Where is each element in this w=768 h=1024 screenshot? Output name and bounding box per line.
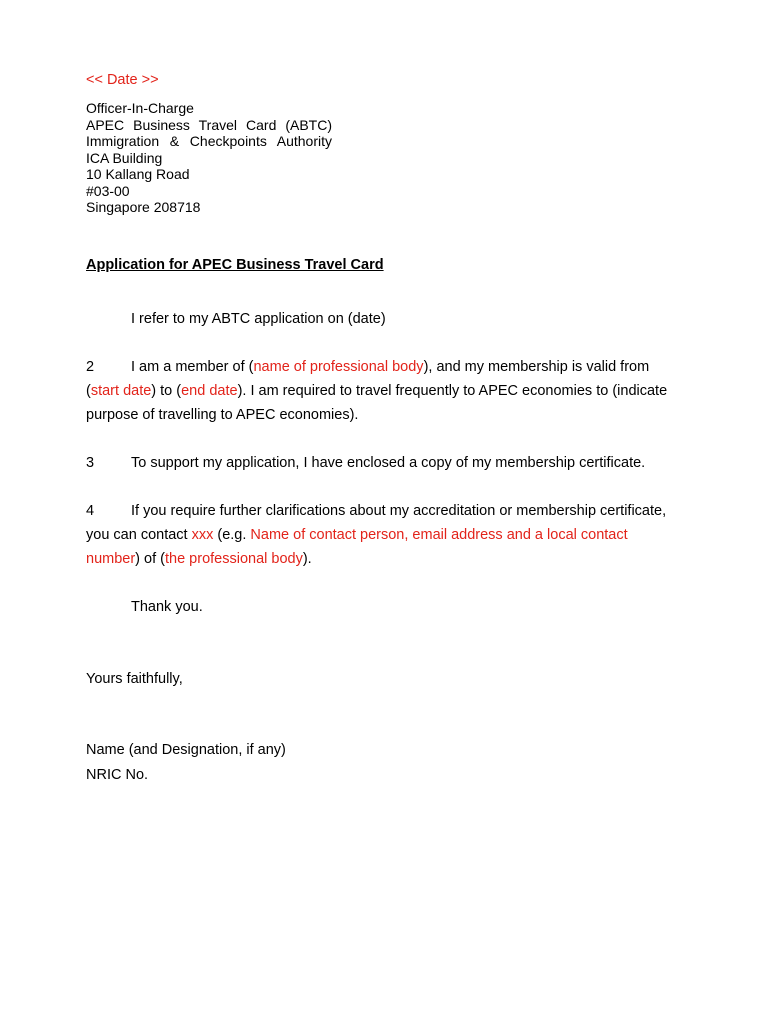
placeholder-contact-number: number xyxy=(86,551,136,567)
paragraph-4-text-5: ). xyxy=(302,551,312,567)
paragraph-3-text: To support my application, I have enclosed a copy of my membership certificate. xyxy=(131,455,646,471)
letter-subject: Application for APEC Business Travel Card xyxy=(86,257,384,273)
address-line-officer: Officer-In-Charge xyxy=(86,100,194,116)
paragraph-2-text-5: ). I am required to travel frequently to APEC economies to (indicate xyxy=(237,383,668,399)
paragraph-4-text-3: (e.g. xyxy=(213,527,251,543)
paragraph-3 xyxy=(86,451,698,475)
paragraph-2-text-1: I am a member of ( xyxy=(131,359,254,375)
paragraph-2-text-4: ) to ( xyxy=(151,383,182,399)
paragraph-2-number: 2 xyxy=(86,359,95,375)
placeholder-professional-body: name of professional body xyxy=(253,359,424,375)
paragraph-2-text-3: ( xyxy=(86,383,91,399)
signature-nric-line: NRIC No. xyxy=(86,767,149,783)
placeholder-contact-details: Name of contact person, email address and a local contact xyxy=(250,527,628,543)
date-placeholder: << Date >> xyxy=(86,72,159,88)
paragraph-2-text-2: ), and my membership is valid from xyxy=(423,359,650,375)
placeholder-contact-xxx: xxx xyxy=(191,527,214,543)
thanks-paragraph xyxy=(86,595,698,619)
address-line-unit: #03-00 xyxy=(86,182,130,199)
recipient-address xyxy=(86,100,332,216)
paragraph-4-text-4: ) of ( xyxy=(135,551,165,567)
address-line-street: 10 Kallang Road xyxy=(86,166,190,182)
placeholder-end-date: end date xyxy=(181,383,238,399)
closing-salutation: Yours faithfully, xyxy=(86,671,183,687)
placeholder-the-professional-body: the professional body xyxy=(164,551,303,567)
paragraph-4-text-2: you can contact xyxy=(86,527,192,543)
signature-name-line: Name (and Designation, if any) xyxy=(86,742,286,758)
paragraph-4 xyxy=(86,499,698,571)
paragraph-2-text-6: purpose of travelling to APEC economies). xyxy=(86,407,359,423)
paragraph-3-number: 3 xyxy=(86,455,95,471)
paragraph-2 xyxy=(86,355,698,427)
paragraph-1 xyxy=(86,307,698,331)
address-line-building: ICA Building xyxy=(86,149,163,166)
paragraph-4-text-1: If you require further clarifications about my accreditation or membership certificate, xyxy=(131,503,667,519)
paragraph-4-number: 4 xyxy=(86,503,95,519)
placeholder-start-date: start date xyxy=(90,383,152,399)
paragraph-1-text: I refer to my ABTC application on (date) xyxy=(131,311,386,327)
address-line-abtc: APEC Business Travel Card (ABTC) xyxy=(86,116,332,133)
thanks-text: Thank you. xyxy=(131,599,203,615)
address-line-postal: Singapore 208718 xyxy=(86,199,201,215)
address-line-ica: Immigration & Checkpoints Authority xyxy=(86,133,332,149)
